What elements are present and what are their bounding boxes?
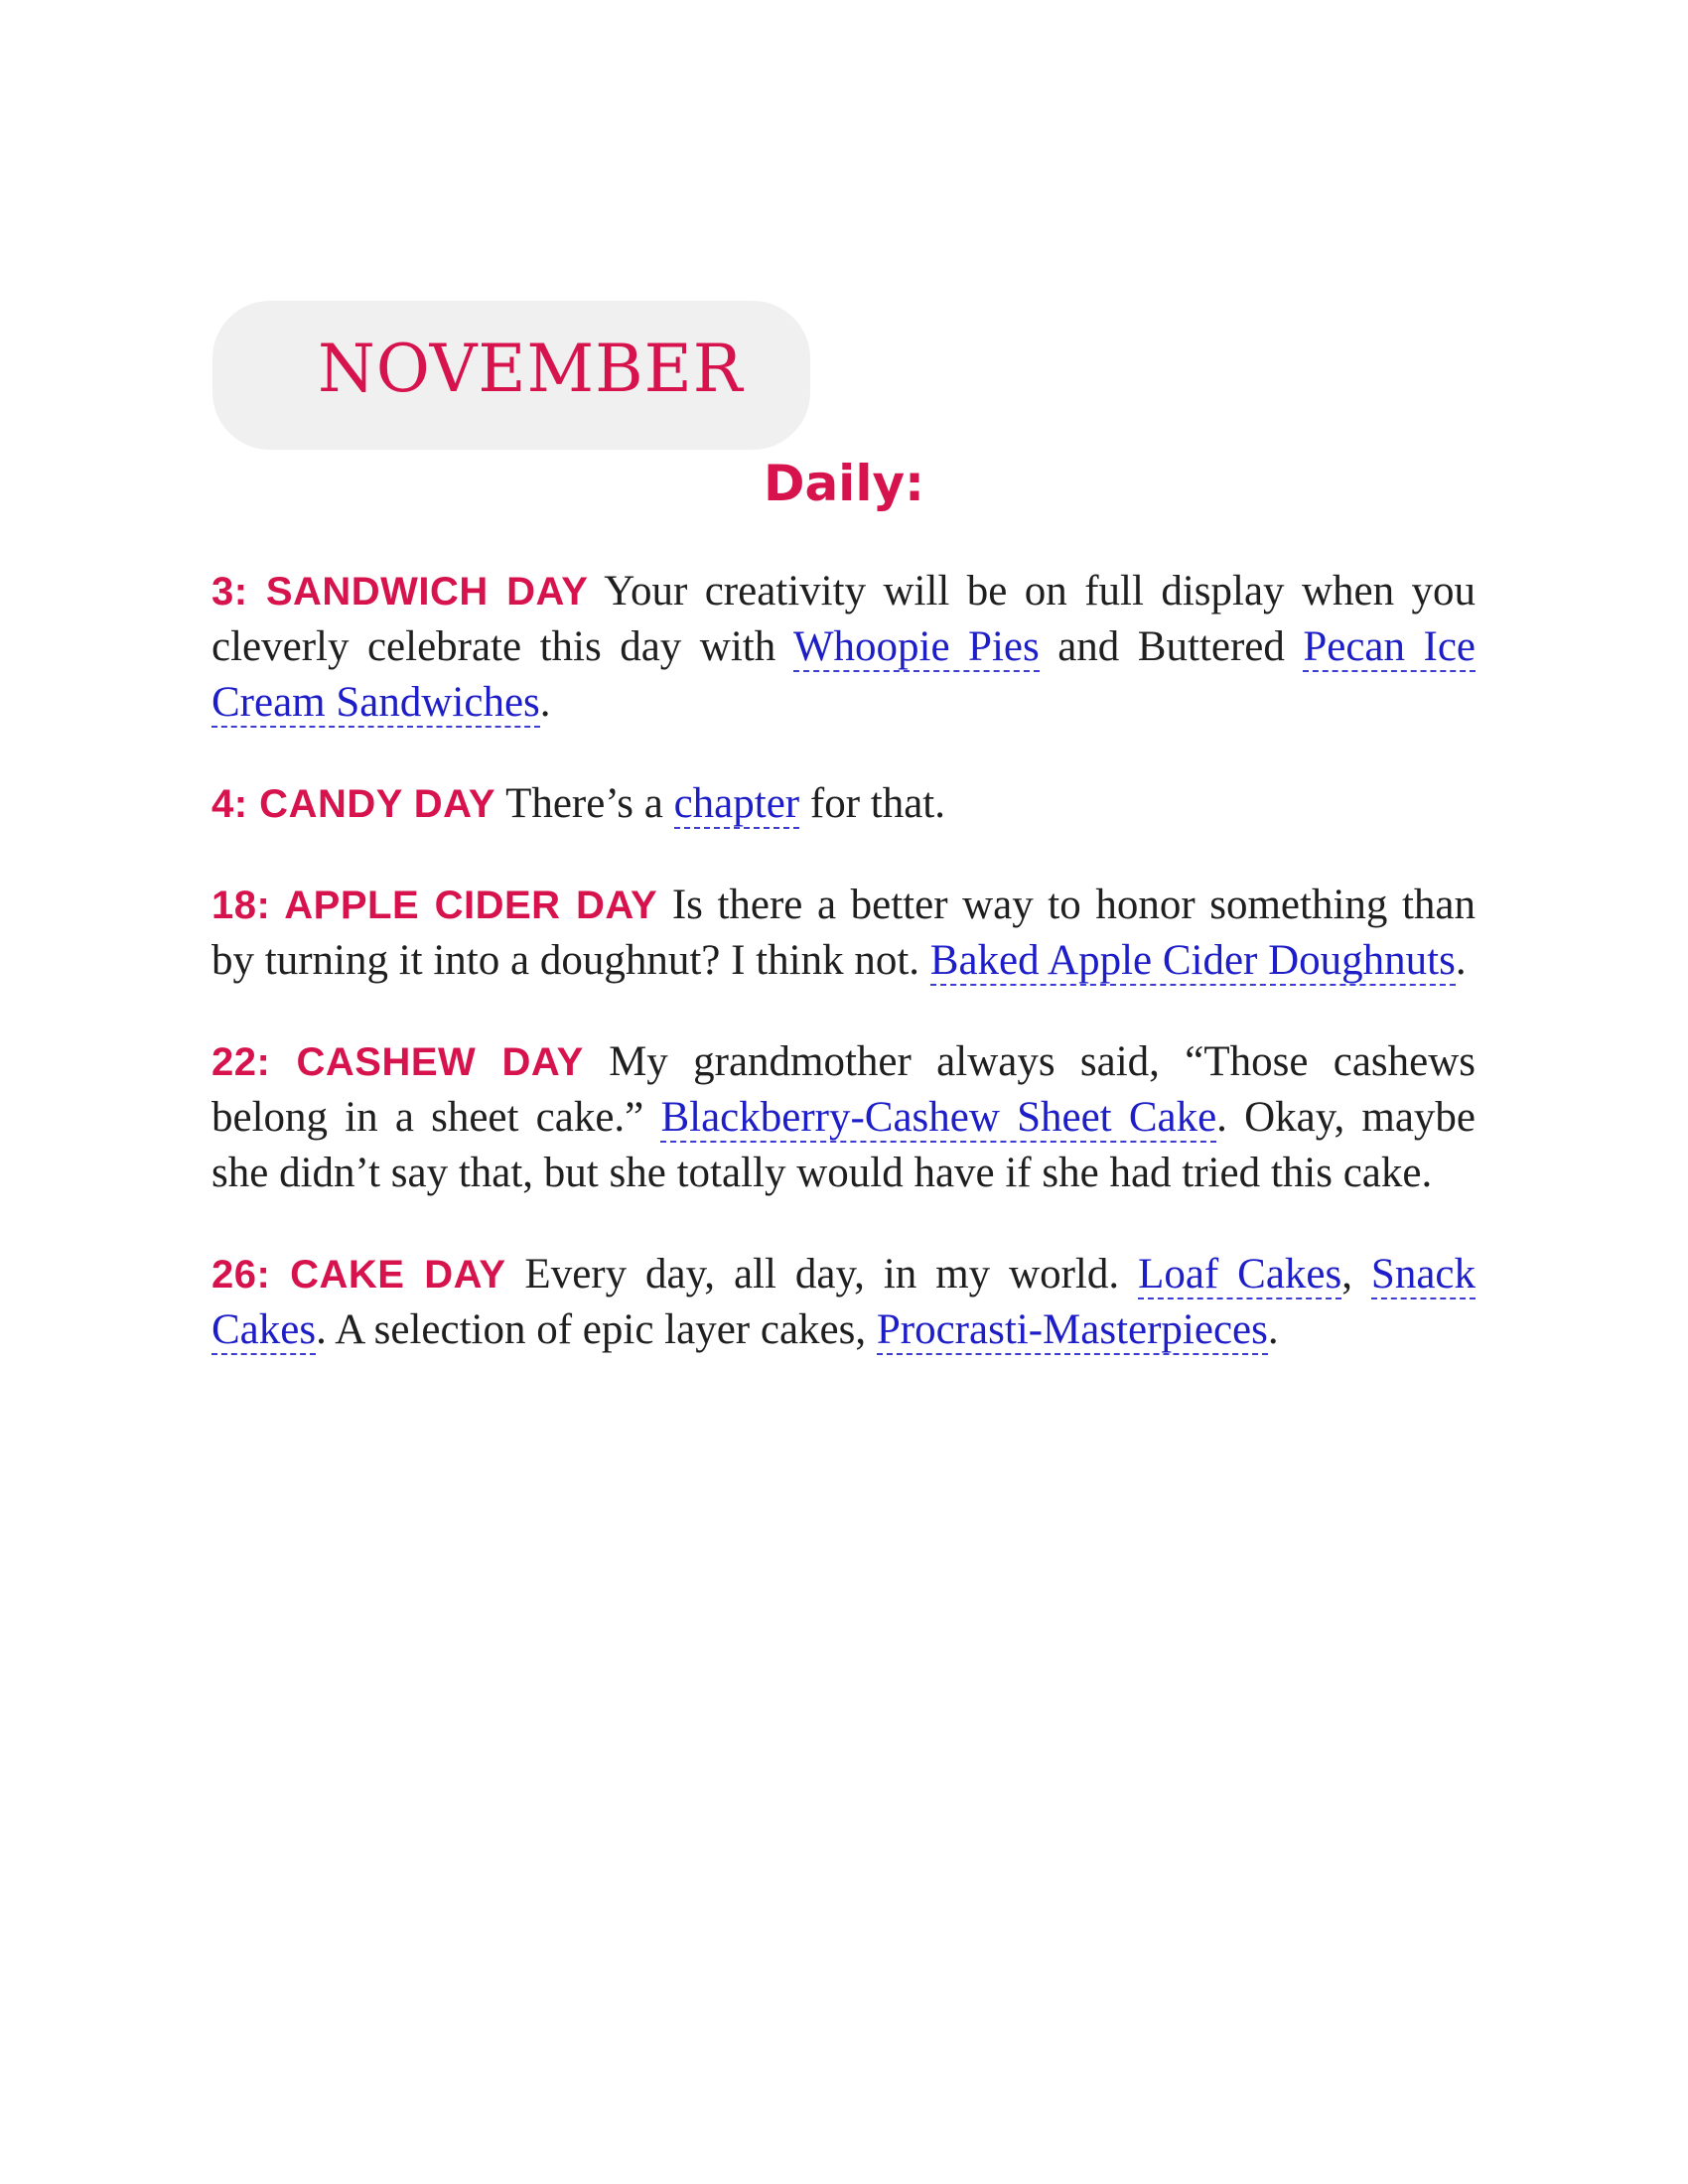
entry-text: Your creativity will be on full display when you cleverly celebrate this day with bbox=[211, 568, 1477, 670]
entry-text: . A selection of epic layer cakes, bbox=[316, 1306, 867, 1353]
entry-text: . bbox=[1267, 1306, 1279, 1353]
entry-label: 4: CANDY DAY bbox=[211, 782, 496, 826]
link-snack-cakes[interactable]: Snack Cakes bbox=[211, 1251, 1477, 1353]
entry-candy-day bbox=[211, 776, 1476, 832]
entry-cashew-day bbox=[211, 1034, 1476, 1201]
entry-label: 22: CASHEW DAY bbox=[211, 1040, 584, 1084]
entry-label: 18: APPLE CIDER DAY bbox=[211, 884, 658, 927]
section-heading: Daily: bbox=[763, 455, 925, 512]
entry-sandwich-day bbox=[211, 564, 1476, 731]
entry-apple-cider-day bbox=[211, 878, 1476, 989]
link-chapter[interactable]: chapter bbox=[673, 780, 800, 827]
month-header-pill bbox=[212, 301, 810, 450]
entry-text: . Okay, maybe she didn’t say that, but she totally would have if she had tried this cake. bbox=[211, 1094, 1477, 1196]
link-loaf-cakes[interactable]: Loaf Cakes bbox=[1138, 1251, 1342, 1297]
entry-text: My grandmother always said, “Those cashews belong in a sheet cake.” bbox=[211, 1038, 1477, 1141]
entry-text: and Buttered bbox=[1057, 623, 1285, 670]
entry-cake-day bbox=[211, 1247, 1476, 1358]
entry-separator: , bbox=[1341, 1251, 1352, 1297]
entry-text: . bbox=[1455, 937, 1467, 984]
month-title: NOVEMBER bbox=[318, 331, 744, 407]
link-baked-apple-cider-doughnuts[interactable]: Baked Apple Cider Doughnuts bbox=[929, 937, 1456, 984]
entry-text: Is there a better way to honor something than by turning it into a doughnut? I think not. bbox=[211, 882, 1476, 984]
entry-text: Every day, all day, in my world. bbox=[524, 1251, 1120, 1297]
entry-text: . bbox=[539, 679, 551, 726]
link-blackberry-cashew-sheet-cake[interactable]: Blackberry-Cashew Sheet Cake bbox=[660, 1094, 1217, 1141]
daily-entries-list bbox=[211, 564, 1476, 1404]
entry-text: There’s a bbox=[505, 780, 663, 827]
entry-text: for that. bbox=[809, 780, 945, 827]
entry-label: 26: CAKE DAY bbox=[211, 1253, 506, 1297]
link-procrasti-masterpieces[interactable]: Procrasti-Masterpieces bbox=[876, 1306, 1268, 1353]
link-pecan-ice-cream-sandwiches[interactable]: Pecan Ice Cream Sandwiches bbox=[211, 623, 1476, 726]
entry-label: 3: SANDWICH DAY bbox=[211, 570, 589, 614]
link-whoopie-pies[interactable]: Whoopie Pies bbox=[792, 623, 1040, 670]
